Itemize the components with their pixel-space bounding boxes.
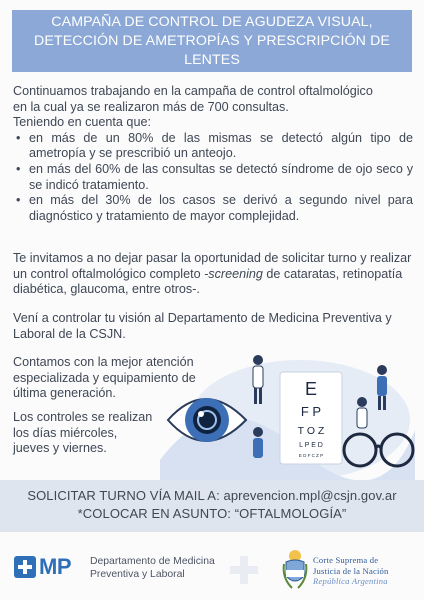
department-name <box>90 555 215 581</box>
court-line-3: República Argentina <box>313 576 388 586</box>
invite-text-b: de cataratas, retinopatía diabética, glaucoma, entre otros-. <box>13 266 403 297</box>
dept-line-1: Departamento de Medicina <box>90 556 215 567</box>
court-name <box>313 555 389 587</box>
title-line-3: LENTES <box>184 51 240 68</box>
mp-logo <box>14 554 71 580</box>
intro-section <box>13 84 413 224</box>
title-line-1: CAMPAÑA DE CONTROL DE AGUDEZA VISUAL, <box>51 13 373 30</box>
eye-chart-board <box>280 372 342 464</box>
chart-row-1: E <box>304 379 318 399</box>
intro-line-1: Continuamos trabajando en la campaña de control oftalmológico <box>13 84 373 98</box>
findings-list <box>13 131 413 225</box>
intro-line-3: Teniendo en cuenta que: <box>13 115 151 130</box>
mail-instruction: SOLICITAR TURNO VÍA MAIL A: aprevencion.mpl@csjn.gov.ar <box>27 488 397 503</box>
cross-icon <box>14 556 36 578</box>
subject-instruction: *COLOCAR EN ASUNTO: “OFTALMOLOGÍA” <box>77 506 347 521</box>
invite-screening: -screening <box>204 266 263 281</box>
mp-logo-text: MP <box>39 554 71 579</box>
intro-line-2: en la cual ya se realizaron más de 700 consultas. <box>13 99 289 114</box>
request-appointment-box <box>0 480 424 532</box>
eye-exam-illustration <box>150 340 418 480</box>
days-paragraph: Los controles se realizan los días miércoles, jueves y viernes. <box>13 410 153 456</box>
plus-watermark-icon <box>230 556 258 584</box>
visit-paragraph: Vení a controlar tu visión al Departamento de Medicina Preventiva y Laboral de la CSJN. <box>13 311 392 341</box>
title-banner <box>12 10 412 72</box>
finding-item: • en más del 60% de las consultas se detectó síndrome de ojo seco y se indicó tratamiento. <box>13 162 413 193</box>
care-paragraph: Contamos con la mejor atención especializada y equipamiento de última generación. <box>13 355 196 401</box>
invite-text-a: Te invitamos a no dejar pasar la oportunidad de solicitar turno y realizar un control oftalmológico completo <box>13 251 412 281</box>
page-title <box>34 13 390 70</box>
footer <box>0 538 424 600</box>
coat-of-arms-icon <box>282 546 308 590</box>
chart-row-5: E D F C Z P <box>298 453 324 458</box>
patient-figure <box>253 427 263 458</box>
title-line-2: DETECCIÓN DE AMETROPÍAS Y PRESCRIPCIÓN DE <box>34 32 390 49</box>
finding-item: • en más de un 80% de las mismas se detectó algún tipo de ametropía y se prescribió un anteojo. <box>13 131 413 162</box>
court-line-2: Justicia de la Nación <box>313 565 389 576</box>
finding-item: • en más del 30% de los casos se derivó a segundo nivel para diagnóstico y tratamiento de mayor complejidad. <box>13 193 413 224</box>
chart-row-2: F P <box>300 404 322 419</box>
court-line-1: Corte Suprema de <box>313 555 379 565</box>
dept-line-2: Preventiva y Laboral <box>90 569 185 580</box>
chart-row-3: T O Z <box>297 425 325 437</box>
doctor-figure-bottom-right <box>357 397 367 428</box>
chart-row-4: L P E D <box>299 442 323 449</box>
invite-paragraph <box>13 251 413 298</box>
